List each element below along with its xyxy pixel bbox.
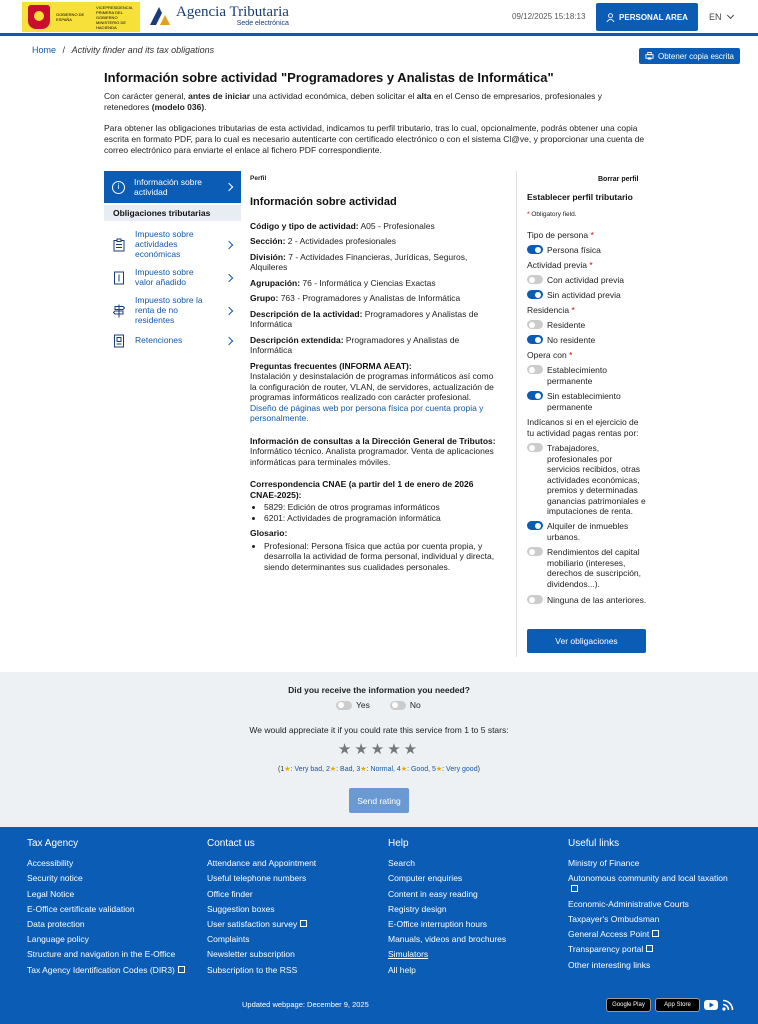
toggle-sin-establecimiento[interactable]: Sin establecimiento permanente <box>527 391 647 412</box>
app-store-links <box>606 998 734 1012</box>
footer-link[interactable]: Other interesting links <box>568 959 651 970</box>
intro-paragraph-1: Con carácter general, antes de iniciar una actividad económica, deben solicitar el alta en el Censo de empresarios, profesionales y retenedores (modelo 036). <box>104 91 603 112</box>
footer-link[interactable]: Attendance and Appointment <box>207 858 317 869</box>
nav-item-irnr[interactable] <box>104 295 241 327</box>
external-link-icon <box>300 920 307 927</box>
toggle-rendimientos[interactable]: Rendimientos del capital mobiliario (intereses, derechos de suscripción, dividendos...). <box>527 547 647 589</box>
toggle-con-actividad-previa[interactable]: Con actividad previa <box>527 275 647 286</box>
glossary-block: Glosario: • Profesional: Persona física que actúa por cuenta propia, y desarrolla la actividad de forma personal, individual y directa, siendo determinantes sus cualidades personales. <box>250 528 502 572</box>
send-rating-button[interactable]: Send rating <box>349 788 409 813</box>
toggle-switch[interactable] <box>336 701 352 710</box>
footer-heading: Tax Agency <box>27 838 79 849</box>
footer-link[interactable]: Office finder <box>207 888 253 899</box>
toggle-switch[interactable] <box>527 245 543 254</box>
tax-profile-panel <box>516 171 647 657</box>
google-play-badge[interactable]: Google Play <box>606 998 651 1012</box>
nav-item-iva[interactable] <box>104 267 241 288</box>
nav-item-retenciones[interactable] <box>104 335 241 347</box>
chevron-right-icon <box>225 241 233 249</box>
required-note: * Obligatory field. <box>527 211 577 218</box>
toggle-establecimiento[interactable]: Establecimiento permanente <box>527 365 647 386</box>
nav-item-label: Información sobre actividad <box>134 177 203 197</box>
footer-link[interactable]: Newsletter subscription <box>207 949 295 960</box>
footer-col-contact <box>207 836 367 980</box>
toggle-switch[interactable] <box>527 320 543 329</box>
footer-link[interactable]: Security notice <box>27 873 83 884</box>
list-item: • 6201: Actividades de programación informática <box>264 513 502 524</box>
list-item: • Profesional: Persona física que actúa por cuenta propia, y desarrolla la actividad de forma personal, individual y directa, siendo determinantes sus cualidades personales. <box>264 541 502 573</box>
agency-mark-icon <box>148 5 172 27</box>
footer-heading: Useful links <box>568 838 620 849</box>
chevron-right-icon <box>225 183 233 191</box>
toggle-alquiler[interactable]: Alquiler de inmuebles urbanos. <box>527 521 647 542</box>
section-heading: Información sobre actividad <box>250 196 397 208</box>
page-title: Información sobre actividad "Programadores y Analistas de Informática" <box>104 70 554 85</box>
toggle-switch[interactable] <box>527 335 543 344</box>
toggle-switch[interactable] <box>527 443 543 452</box>
external-link-icon <box>571 885 578 892</box>
person-type-label: Tipo de persona * <box>527 230 594 240</box>
personal-area-label: PERSONAL AREA <box>619 12 688 22</box>
toggle-switch[interactable] <box>527 365 543 374</box>
footer-link[interactable]: Computer enquiries <box>388 873 463 884</box>
site-header <box>0 0 758 36</box>
nav-item-activity-info[interactable] <box>104 171 241 203</box>
grouping-row: Agrupación: 76 - Informática y Ciencias Exactas <box>250 277 436 288</box>
document-icon <box>113 335 125 348</box>
chevron-right-icon <box>225 307 233 315</box>
footer-link[interactable]: Language policy <box>27 934 89 945</box>
ministry-label: VICEPRESIDENCIA PRIMERA DEL GOBIERNO MINISTERIO DE HACIENDA <box>96 4 133 30</box>
footer-link[interactable]: E-Office interruption hours <box>388 919 488 930</box>
nav-item-label: Impuesto sobre valor añadido <box>135 267 194 287</box>
agency-logo[interactable] <box>148 5 289 27</box>
nav-section-title: Obligaciones tributarias <box>104 205 241 221</box>
cnae-block: Correspondencia CNAE (a partir del 1 de enero de 2026 CNAE-2025): • 5829: Edición de otros programas informáticos • 6201: Actividades de programación informática <box>250 479 502 523</box>
gov-label: GOBIERNO DE ESPAÑA <box>56 12 85 22</box>
breadcrumb-home[interactable]: Home <box>32 45 57 55</box>
profile-title: Establecer perfil tributario <box>527 192 633 202</box>
toggle-trabajadores[interactable]: Trabajadores, profesionales por servicios recibidos, otras actividades económicas, premios y determinadas ganancias patrimoniales e imputaciones de renta. <box>527 443 647 517</box>
feedback-section <box>0 672 758 827</box>
toggle-switch[interactable] <box>527 547 543 556</box>
residence-label: Residencia * <box>527 305 575 315</box>
footer-link[interactable]: Ministry of Finance <box>568 858 640 869</box>
info-icon: i <box>112 181 125 194</box>
group-row: Grupo: 763 - Programadores y Analistas de Informática <box>250 293 461 303</box>
toggle-no-residente[interactable]: No residente <box>527 335 647 346</box>
nav-item-label: Impuesto sobre actividades económicas <box>135 229 194 259</box>
government-logo[interactable] <box>22 2 140 32</box>
toggle-sin-actividad-previa[interactable]: Sin actividad previa <box>527 290 647 301</box>
clipboard-icon <box>113 239 125 252</box>
division-row: División: 7 - Actividades Financieras, Jurídicas, Seguros, Alquileres <box>250 251 468 272</box>
footer-link[interactable]: E-Office certificate validation <box>27 903 135 914</box>
get-written-copy-button[interactable] <box>639 48 740 64</box>
app-store-badge[interactable]: App Store <box>655 998 700 1012</box>
footer-link[interactable]: Registry design <box>388 903 447 914</box>
chevron-down-icon <box>727 12 734 19</box>
footer-col-help <box>388 836 548 980</box>
footer-link[interactable]: Data protection <box>27 919 85 930</box>
feedback-question: Did you receive the information you needed? <box>288 685 470 695</box>
footer-heading: Contact us <box>207 838 255 849</box>
toggle-ninguna[interactable]: Ninguna de las anteriores. <box>527 595 647 606</box>
footer-link[interactable]: Autonomous community and local taxation <box>568 873 728 893</box>
toggle-switch[interactable] <box>527 290 543 299</box>
description-row: Descripción de la actividad: Programadores y Analistas de Informática <box>250 308 479 329</box>
extended-description-row: Descripción extendida: Programadores y Analistas de Informática <box>250 334 460 355</box>
toggle-switch[interactable] <box>390 701 406 710</box>
no-option[interactable]: No <box>390 700 421 710</box>
external-link-icon <box>178 966 185 973</box>
agency-title: Agencia Tributaria <box>176 4 289 20</box>
nav-item-iae[interactable] <box>104 229 241 261</box>
dgt-block: Información de consultas a la Dirección General de Tributos: Informático técnico. Analista programador. Venta de aplicaciones informáticas para terminales móviles. <box>250 435 496 467</box>
star-rating[interactable]: ★★★★★ <box>337 741 421 758</box>
personal-area-button[interactable] <box>596 3 698 31</box>
side-nav <box>104 171 241 347</box>
chevron-right-icon <box>225 337 233 345</box>
language-label: EN <box>709 12 722 22</box>
toggle-switch[interactable] <box>527 595 543 604</box>
toggle-switch[interactable] <box>527 391 543 400</box>
footer-link[interactable]: Content in easy reading <box>388 888 478 899</box>
rss-icon[interactable] <box>722 999 734 1011</box>
footer-link[interactable]: Subscription to the RSS <box>207 964 298 975</box>
clear-profile-link[interactable]: Borrar perfil <box>598 176 639 183</box>
footer-link[interactable]: Transparency portal <box>568 944 728 954</box>
updated-date: Updated webpage: December 9, 2025 <box>242 1000 369 1009</box>
operates-with-label: Opera con * <box>527 350 573 360</box>
footer-heading: Help <box>388 838 409 849</box>
footer-col-tax-agency <box>27 836 187 980</box>
activity-info-panel <box>250 197 502 577</box>
footer-link[interactable]: Search <box>388 858 415 869</box>
yes-no-options <box>336 700 421 710</box>
breadcrumb <box>32 45 214 55</box>
footer-link[interactable]: Structure and navigation in the E-Office <box>27 949 176 960</box>
printer-icon <box>645 52 654 60</box>
footer-link[interactable]: Economic-Administrative Courts <box>568 898 689 909</box>
footer-link[interactable]: Manuals, videos and brochures <box>388 934 507 945</box>
language-selector[interactable] <box>709 12 733 22</box>
footer-col-useful-links <box>568 836 728 975</box>
previous-activity-label: Actividad previa * <box>527 260 593 270</box>
chevron-right-icon <box>225 273 233 281</box>
footer-link[interactable]: Taxpayer's Ombudsman <box>568 914 660 925</box>
breadcrumb-separator: / <box>62 45 66 55</box>
footer-link[interactable]: Simulators <box>388 949 429 960</box>
site-footer <box>0 827 758 1024</box>
get-written-copy-label: Obtener copia escrita <box>657 51 735 61</box>
external-link-icon <box>652 930 659 937</box>
section-row: Sección: 2 - Actividades profesionales <box>250 236 396 246</box>
external-link-icon <box>646 945 653 952</box>
faq-block: Preguntas frecuentes (INFORMA AEAT): Instalación y desinstalación de programas informáticos así como la configuración de router, VLAN, de servidores, actualización de programas informáticos realizado con carácter profesional. Diseño de páginas web por persona física por cuenta propia y personalmente. <box>250 360 494 423</box>
footer-link[interactable]: Tax Agency Identification Codes (DIR3) <box>27 965 187 975</box>
toggle-switch[interactable] <box>527 521 543 530</box>
intro-paragraph-2: Para obtener las obligaciones tributarias de esta actividad, indicamos tu perfil tributario, tras lo cual, opcionalmente, podrás obtener una copia escrita en formato PDF, para lo cual es necesario autenticarte con certificado electrónico o con el sistema Cl@ve, y proporcionar una cuenta de correo electrónico para enviarte el enlace al fichero PDF correspondiente. <box>104 123 645 155</box>
footer-link[interactable]: Complaints <box>207 934 250 945</box>
footer-link[interactable]: Accessibility <box>27 858 74 869</box>
view-obligations-button[interactable]: Ver obligaciones <box>527 629 646 653</box>
coat-of-arms-icon <box>28 5 50 29</box>
receipt-icon <box>113 271 125 284</box>
rating-prompt: We would appreciate it if you could rate this service from 1 to 5 stars: <box>249 725 509 735</box>
agency-subtitle: Sede electrónica <box>236 20 289 27</box>
yes-option[interactable]: Yes <box>336 700 370 710</box>
timestamp: 09/12/2025 15:18:13 <box>512 12 586 21</box>
faq-link[interactable]: Diseño de páginas web por persona física por cuenta propia y personalmente. <box>250 402 484 423</box>
income-question: Indícanos si en el ejercicio de tu actividad pagas rentas por: <box>527 417 639 438</box>
user-icon <box>606 13 615 22</box>
signpost-icon <box>113 305 125 318</box>
youtube-icon[interactable] <box>704 1000 718 1010</box>
footer-link[interactable]: Useful telephone numbers <box>207 873 307 884</box>
footer-link[interactable]: Suggestion boxes <box>207 903 275 914</box>
toggle-persona-fisica[interactable]: Persona física <box>527 245 647 256</box>
nav-item-label: Impuesto sobre la renta de no residentes <box>135 295 203 325</box>
rating-legend: (1★: Very bad, 2★: Bad, 3★: Normal, 4★: Good, 5★: Very good) <box>278 766 480 773</box>
activity-code-row: Código y tipo de actividad: A05 - Profesionales <box>250 220 435 231</box>
list-item: • 5829: Edición de otros programas informáticos <box>264 502 502 513</box>
footer-link[interactable]: General Access Point <box>568 929 728 939</box>
profile-label: Perfil <box>250 175 267 182</box>
footer-link[interactable]: Legal Notice <box>27 888 75 899</box>
breadcrumb-current: Activity finder and its tax obligations <box>71 45 215 55</box>
footer-link[interactable]: User satisfaction survey <box>207 919 367 929</box>
toggle-switch[interactable] <box>527 275 543 284</box>
footer-link[interactable]: All help <box>388 964 416 975</box>
nav-item-label: Retenciones <box>135 335 183 345</box>
toggle-residente[interactable]: Residente <box>527 320 647 331</box>
